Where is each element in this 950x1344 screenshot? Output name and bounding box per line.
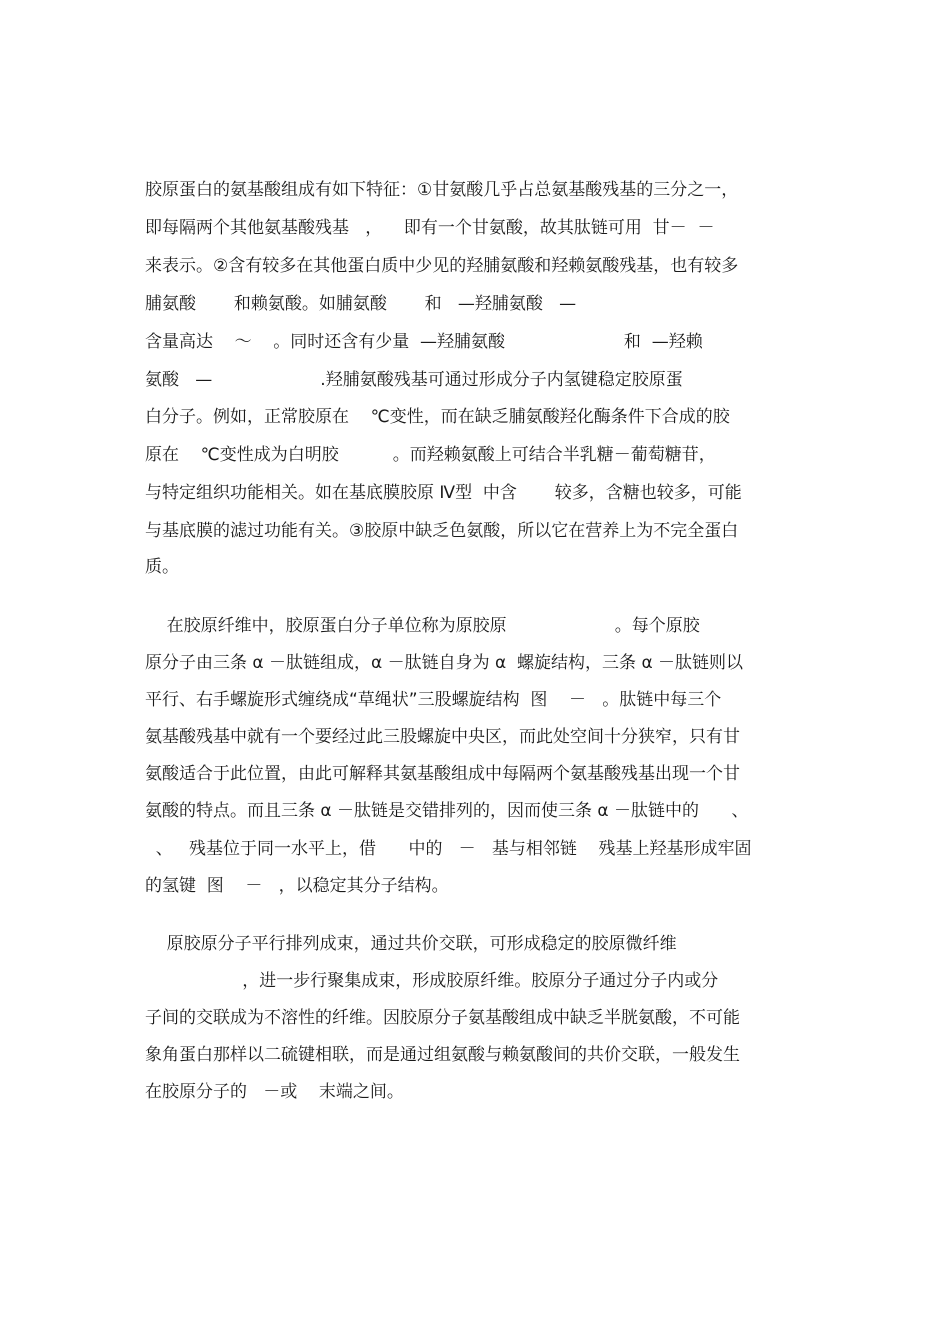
text-line: 、 残基位于同一水平上，借 中的 － 基与相邻链 残基上羟基形成牢固 <box>145 839 752 859</box>
text-line: 氨酸适合于此位置，由此可解释其氨基酸组成中每隔两个氨基酸残基出现一个甘 <box>145 764 740 784</box>
text-line: 氨酸 — .羟脯氨酸残基可通过形成分子内氢键稳定胶原蛋 <box>145 370 683 390</box>
text-line: 在胶原纤维中，胶原蛋白分子单位称为原胶原 。每个原胶 <box>145 616 700 636</box>
text-line: 平行、右手螺旋形式缠绕成“草绳状”三股螺旋结构 图 － 。肽链中每三个 <box>145 690 722 710</box>
text-line: 原在 ℃变性成为白明胶 。而羟赖氨酸上可结合半乳糖－葡萄糖苷， <box>145 445 716 465</box>
text-line: 在胶原分子的 －或 末端之间。 <box>145 1082 404 1102</box>
text-line: 即每隔两个其他氨基酸残基 ， 即有一个甘氨酸，故其肽链可用 甘－ － <box>145 218 715 238</box>
text-line: 来表示。②含有较多在其他蛋白质中少见的羟脯氨酸和羟赖氨酸残基，也有较多 <box>145 256 739 276</box>
text-line: 胶原蛋白的氨基酸组成有如下特征：①甘氨酸几乎占总氨基酸残基的三分之一， <box>145 180 739 200</box>
text-line: 与特定组织功能相关。如在基底膜胶原 Ⅳ型 中含 较多，含糖也较多，可能 <box>145 483 742 503</box>
text-line: 氨酸的特点。而且三条 α －肽链是交错排列的，因而使三条 α －肽链中的 、 <box>145 801 749 821</box>
text-line: ，进一步行聚集成束，形成胶原纤维。胶原分子通过分子内或分 <box>145 971 719 991</box>
text-line: 原分子由三条 α －肽链组成，α －肽链自身为 α 螺旋结构，三条 α －肽链则以 <box>145 653 744 673</box>
text-line: 质。 <box>145 557 179 577</box>
text-line: 含量高达 ～ 。同时还含有少量 —羟脯氨酸 和 —羟赖 <box>145 332 703 352</box>
text-line: 脯氨酸 和赖氨酸。如脯氨酸 和 —羟脯氨酸 — <box>145 294 577 314</box>
text-line: 与基底膜的滤过功能有关。③胶原中缺乏色氨酸，所以它在营养上为不完全蛋白 <box>145 521 739 541</box>
text-line: 原胶原分子平行排列成束，通过共价交联，可形成稳定的胶原微纤维 <box>145 934 677 954</box>
text-line: 象角蛋白那样以二硫键相联，而是通过组氨酸与赖氨酸间的共价交联，一般发生 <box>145 1045 740 1065</box>
text-line: 的氢键 图 － ，以稳定其分子结构。 <box>145 876 449 896</box>
text-line: 白分子。例如，正常胶原在 ℃变性，而在缺乏脯氨酸羟化酶条件下合成的胶 <box>145 407 730 427</box>
text-line: 氨基酸残基中就有一个要经过此三股螺旋中央区，而此处空间十分狭窄，只有甘 <box>145 727 740 747</box>
text-line: 子间的交联成为不溶性的纤维。因胶原分子氨基酸组成中缺乏半胱氨酸，不可能 <box>145 1008 740 1028</box>
